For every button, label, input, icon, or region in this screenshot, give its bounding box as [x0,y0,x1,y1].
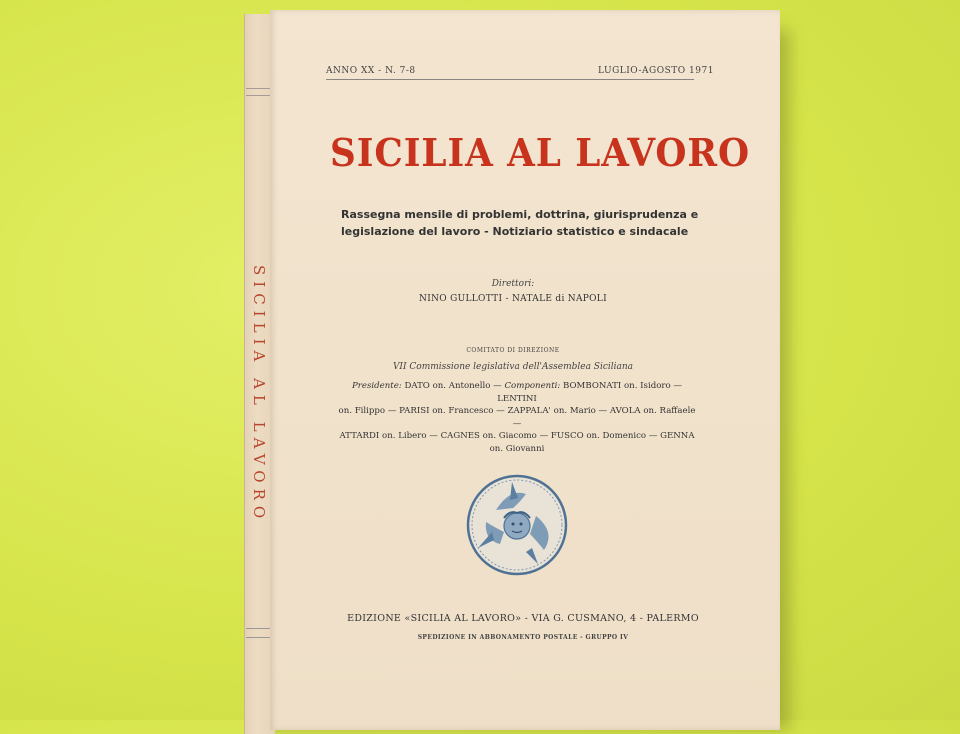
header-rule [326,79,694,80]
spine-title: SICILIA AL LAVORO [250,265,268,525]
directors-names: NINO GULLOTTI - NATALE di NAPOLI [419,294,607,304]
members-line-1 [333,380,701,405]
subtitle-line-2: legislazione del lavoro - Notiziario statistico e sindacale [341,225,689,238]
committee-subtitle: VII Commissione legislativa dell'Assemblea Siciliana [392,362,634,372]
president-label: Presidente: [352,381,402,391]
components-label: Componenti: [504,381,561,391]
members-line-2: on. Filippo — PARISI on. Francesco — ZAPPALA' on. Mario — AVOLA on. Raffaele — [338,406,696,429]
spine-top-band [246,88,272,96]
magazine-title: SICILIA AL LAVORO [330,130,751,175]
postal-line: SPEDIZIONE IN ABBONAMENTO POSTALE - GRUPPO IV [417,634,629,641]
members-first: BOMBONATI on. Isidoro — LENTINI [497,381,682,404]
publisher-line: EDIZIONE «SICILIA AL LAVORO» - VIA G. CUSMANO, 4 - PALERMO [347,613,699,624]
committee-label: COMITATO DI DIREZIONE [466,347,560,354]
issue-number: ANNO XX - N. 7-8 [326,66,416,76]
subtitle-line-1: Rassegna mensile di problemi, dottrina, giurisprudenza e [341,208,699,221]
magazine-subtitle [341,206,701,240]
directors-label: Direttori: [491,279,535,289]
issue-date: LUGLIO-AGOSTO 1971 [598,66,714,76]
members-line-3: ATTARDI on. Libero — CAGNES on. Giacomo — FUSCO on. Domenico — GENNA [339,431,695,441]
members-line-4: on. Giovanni [489,443,545,454]
trinacria-emblem-icon [466,474,568,576]
committee-members [333,380,701,455]
president-name: DATO on. Antonello — [404,381,502,391]
spine-bottom-band [246,628,272,638]
